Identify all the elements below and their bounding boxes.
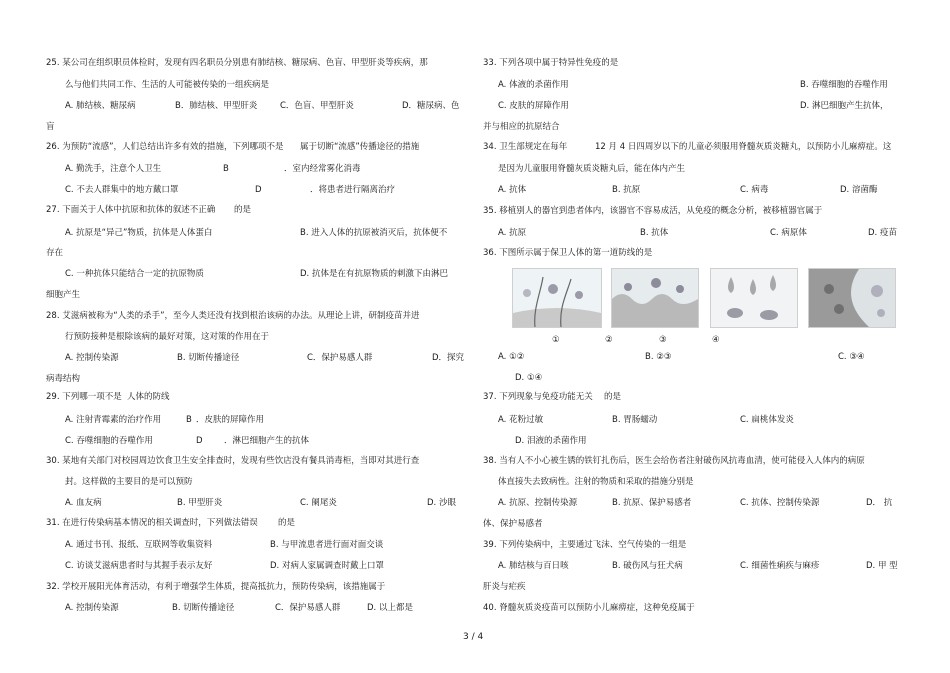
- q37-option-b: B. 胃肠蠕动: [612, 415, 658, 425]
- q29-stem: 29. 下列哪一项不是: [46, 392, 122, 402]
- q27-stem-cont: 的是: [234, 205, 252, 215]
- q33-option-b: B. 吞噬细胞的吞噬作用: [800, 80, 888, 90]
- q30-option-b: B. 甲型肝炎: [177, 498, 223, 508]
- q34-stem-cont: 12 月 4 日四周岁以下的儿童必须服用脊髓灰质炎糖丸，以预防小儿麻痹症。这: [595, 142, 892, 152]
- q38-option-a: A. 抗原、控制传染源: [498, 498, 578, 508]
- q39-stem: 39. 下列传染病中，主要通过飞沫、空气传染的一组是: [483, 540, 687, 550]
- q39-option-c: C. 细菌性痢疾与麻疹: [740, 561, 820, 571]
- q37-option-a: A. 花粉过敏: [498, 415, 544, 425]
- q27-option-b: B. 进入人体的抗原被消灭后，抗体便不: [300, 228, 448, 238]
- q30-stem: 30. 某地有关部门对校园周边饮食卫生安全排查时，发现有些饮店没有餐具消毒柜，当即对其进行查: [46, 456, 420, 466]
- q27-option-d: D. 抗体是在有抗原物质的刺激下由淋巴: [300, 269, 448, 279]
- q36-figure-4-label: ④: [712, 335, 720, 345]
- q34-stem-line2: 是因为儿童服用脊髓灰质炎糖丸后，能在体内产生: [498, 164, 686, 174]
- q36-figure-2-label: ②: [605, 335, 613, 345]
- q36-stem: 36. 下图所示属于保卫人体的第一道防线的是: [483, 248, 653, 258]
- q36-figure-4: [808, 268, 896, 328]
- q27-option-d-cont: 细胞产生: [46, 290, 81, 300]
- q35-option-b: B. 抗体: [640, 228, 669, 238]
- q26-option-a: A. 勤洗手，注意个人卫生: [65, 164, 162, 174]
- q35-option-c: C. 病原体: [770, 228, 807, 238]
- q30-option-a: A. 血友病: [65, 498, 102, 508]
- q38-option-b: B. 抗原、保护易感者: [612, 498, 692, 508]
- q27-option-a: A. 抗原是“异己”物质，抗体是人体蛋白: [65, 228, 213, 238]
- q26-option-d: ．将患者进行隔离治疗: [310, 185, 396, 195]
- q35-option-d: D. 疫苗: [868, 228, 897, 238]
- q28-option-d-cont: 病毒结构: [46, 374, 81, 384]
- q39-option-d: D. 甲 型: [866, 561, 898, 571]
- q38-option-d-cont: 体、保护易感者: [483, 519, 543, 529]
- q31-stem: 31. 在进行传染病基本情况的相关调查时，下列做法错误: [46, 518, 258, 528]
- q37-option-d: D. 泪液的杀菌作用: [515, 436, 587, 446]
- q25-option-c: C．色盲、甲型肝炎: [280, 101, 354, 111]
- q37-option-c: C. 扁桃体发炎: [740, 415, 794, 425]
- q36-option-a: A. ①②: [498, 352, 525, 362]
- q37-stem: 37. 下列现象与免疫功能无关: [483, 392, 593, 402]
- q32-option-d: D. 以上都是: [367, 603, 413, 613]
- q36-figure-2: [611, 268, 699, 328]
- q29-option-d: ．淋巴细胞产生的抗体: [224, 436, 310, 446]
- q39-option-b: B. 破伤风与狂犬病: [612, 561, 683, 571]
- q25-option-d-cont: 盲: [46, 122, 55, 132]
- q31-option-d: D. 对病人家属调查时戴上口罩: [270, 561, 384, 571]
- q33-stem: 33. 下列各项中属于特异性免疫的是: [483, 58, 619, 68]
- q29-option-b: ．皮肤的屏障作用: [196, 415, 265, 425]
- q40-stem: 40. 脊髓灰质炎疫苗可以预防小儿麻痹症，这种免疫属于: [483, 603, 695, 613]
- q38-option-d: D． 抗: [866, 498, 893, 508]
- q29-option-a: A. 注射青霉素的治疗作用: [65, 415, 162, 425]
- q30-option-d: D. 沙眼: [427, 498, 456, 508]
- q31-stem-cont: 的是: [278, 518, 296, 528]
- q34-stem: 34. 卫生部规定在每年: [483, 142, 568, 152]
- q36-figure-3: [710, 268, 798, 328]
- q27-stem: 27. 下面关于人体中抗原和抗体的叙述不正确: [46, 205, 216, 215]
- q32-stem: 32. 学校开展阳光体育活动，有利于增强学生体质，提高抵抗力，预防传染病，该措施属于: [46, 582, 386, 592]
- q26-option-d-letter: D: [255, 185, 262, 195]
- q38-stem-cont: 体直接失去致病性。注射的物质和采取的措施分别是: [498, 477, 694, 487]
- q35-stem: 35. 移植别人的器官到患者体内，该器官不容易成活，从免疫的概念分析，被移植器官属于: [483, 206, 823, 216]
- q33-option-c: C. 皮肤的屏障作用: [498, 101, 569, 111]
- q39-option-a: A. 肺结核与百日咳: [498, 561, 569, 571]
- q28-option-b: B. 切断传播途径: [177, 353, 240, 363]
- q26-option-b: ．室内经常雾化消毒: [284, 164, 361, 174]
- q28-option-d: D．探究: [432, 353, 465, 363]
- q33-option-a: A. 体液的杀菌作用: [498, 80, 569, 90]
- q25-option-d: D．糖尿病、色: [402, 101, 460, 111]
- drops-cells-illustration: [711, 269, 797, 327]
- q36-figure-3-label: ③: [659, 335, 667, 345]
- q28-stem-cont: 行预防接种是根除该病的最好对策，这对策的作用在于: [65, 332, 270, 342]
- q26-stem: 26. 为预防“流感”，人们总结出许多有效的措施，下列哪项不是: [46, 142, 284, 152]
- q31-option-a: A. 通过书刊、报纸、互联网等收集资料: [65, 540, 213, 550]
- q30-stem-cont: 封。这样做的主要目的是可以预防: [65, 477, 193, 487]
- q32-option-b: B. 切断传播途径: [172, 603, 235, 613]
- q36-option-d: D. ①④: [515, 373, 543, 383]
- q31-option-c: C. 访谈艾滋病患者时与其握手表示友好: [65, 561, 213, 571]
- q29-option-d-letter: D: [196, 436, 203, 446]
- q31-option-b: B. 与甲流患者进行面对面交谈: [270, 540, 384, 550]
- q33-option-d-cont: 并与相应的抗原结合: [483, 122, 560, 132]
- page-number: 3 / 4: [463, 632, 484, 642]
- q36-option-c: C. ③④: [838, 352, 865, 362]
- q32-option-a: A. 控制传染源: [65, 603, 119, 613]
- q28-option-c: C．保护易感人群: [307, 353, 373, 363]
- q28-option-a: A. 控制传染源: [65, 353, 119, 363]
- q30-option-c: C. 阑尾炎: [300, 498, 337, 508]
- mucosa-illustration: [612, 269, 698, 327]
- q29-option-b-letter: B: [186, 415, 192, 425]
- skin-hair-illustration: [513, 269, 601, 327]
- q32-option-c: C．保护易感人群: [275, 603, 341, 613]
- q36-option-b: B. ②③: [645, 352, 672, 362]
- q25-stem: 25. 某公司在组织职员体检时，发现有四名职员分别患有肺结核、糖尿病、色盲、甲型肝炎等疾病，那: [46, 58, 428, 68]
- q34-option-a: A. 抗体: [498, 185, 527, 195]
- q33-option-d: D. 淋巴细胞产生抗体，: [800, 101, 889, 111]
- q26-stem-cont: 属于切断“流感”传播途径的措施: [300, 142, 420, 152]
- q28-stem: 28. 艾滋病被称为“人类的杀手”，至今人类还没有找到根治该病的办法。从理论上讲，研制疫苗并进: [46, 311, 420, 321]
- q38-option-c: C. 抗体、控制传染源: [740, 498, 820, 508]
- q29-stem-cont: 人体的防线: [127, 392, 170, 402]
- phagocyte-illustration: [809, 269, 895, 327]
- q39-option-d-cont: 肝炎与疟疾: [483, 582, 526, 592]
- q25-option-b: B．肺结核、甲型肝炎: [175, 101, 258, 111]
- q34-option-c: C. 病毒: [740, 185, 769, 195]
- q36-figure-1-label: ①: [552, 335, 560, 345]
- q26-option-b-letter: B: [223, 164, 229, 174]
- q36-figure-1: [512, 268, 602, 328]
- q26-option-c: C. 不去人群集中的地方戴口罩: [65, 185, 179, 195]
- q37-stem-cont: 的是: [604, 392, 622, 402]
- q25-stem-cont: 么与他们共同工作、生活的人可能被传染的一组疾病是: [65, 80, 270, 90]
- q29-option-c: C. 吞噬细胞的吞噬作用: [65, 436, 153, 446]
- q34-option-b: B. 抗原: [612, 185, 641, 195]
- q34-option-d: D. 溶菌酶: [840, 185, 878, 195]
- q27-option-b-cont: 存在: [46, 248, 64, 258]
- q38-stem: 38. 当有人不小心被生锈的铁钉扎伤后，医生会给伤者注射破伤风抗毒血清，使可能侵入人体内的病原: [483, 456, 865, 466]
- q25-option-a: A. 肺结核、糖尿病: [65, 101, 136, 111]
- q35-option-a: A. 抗原: [498, 228, 527, 238]
- q27-option-c: C. 一种抗体只能结合一定的抗原物质: [65, 269, 204, 279]
